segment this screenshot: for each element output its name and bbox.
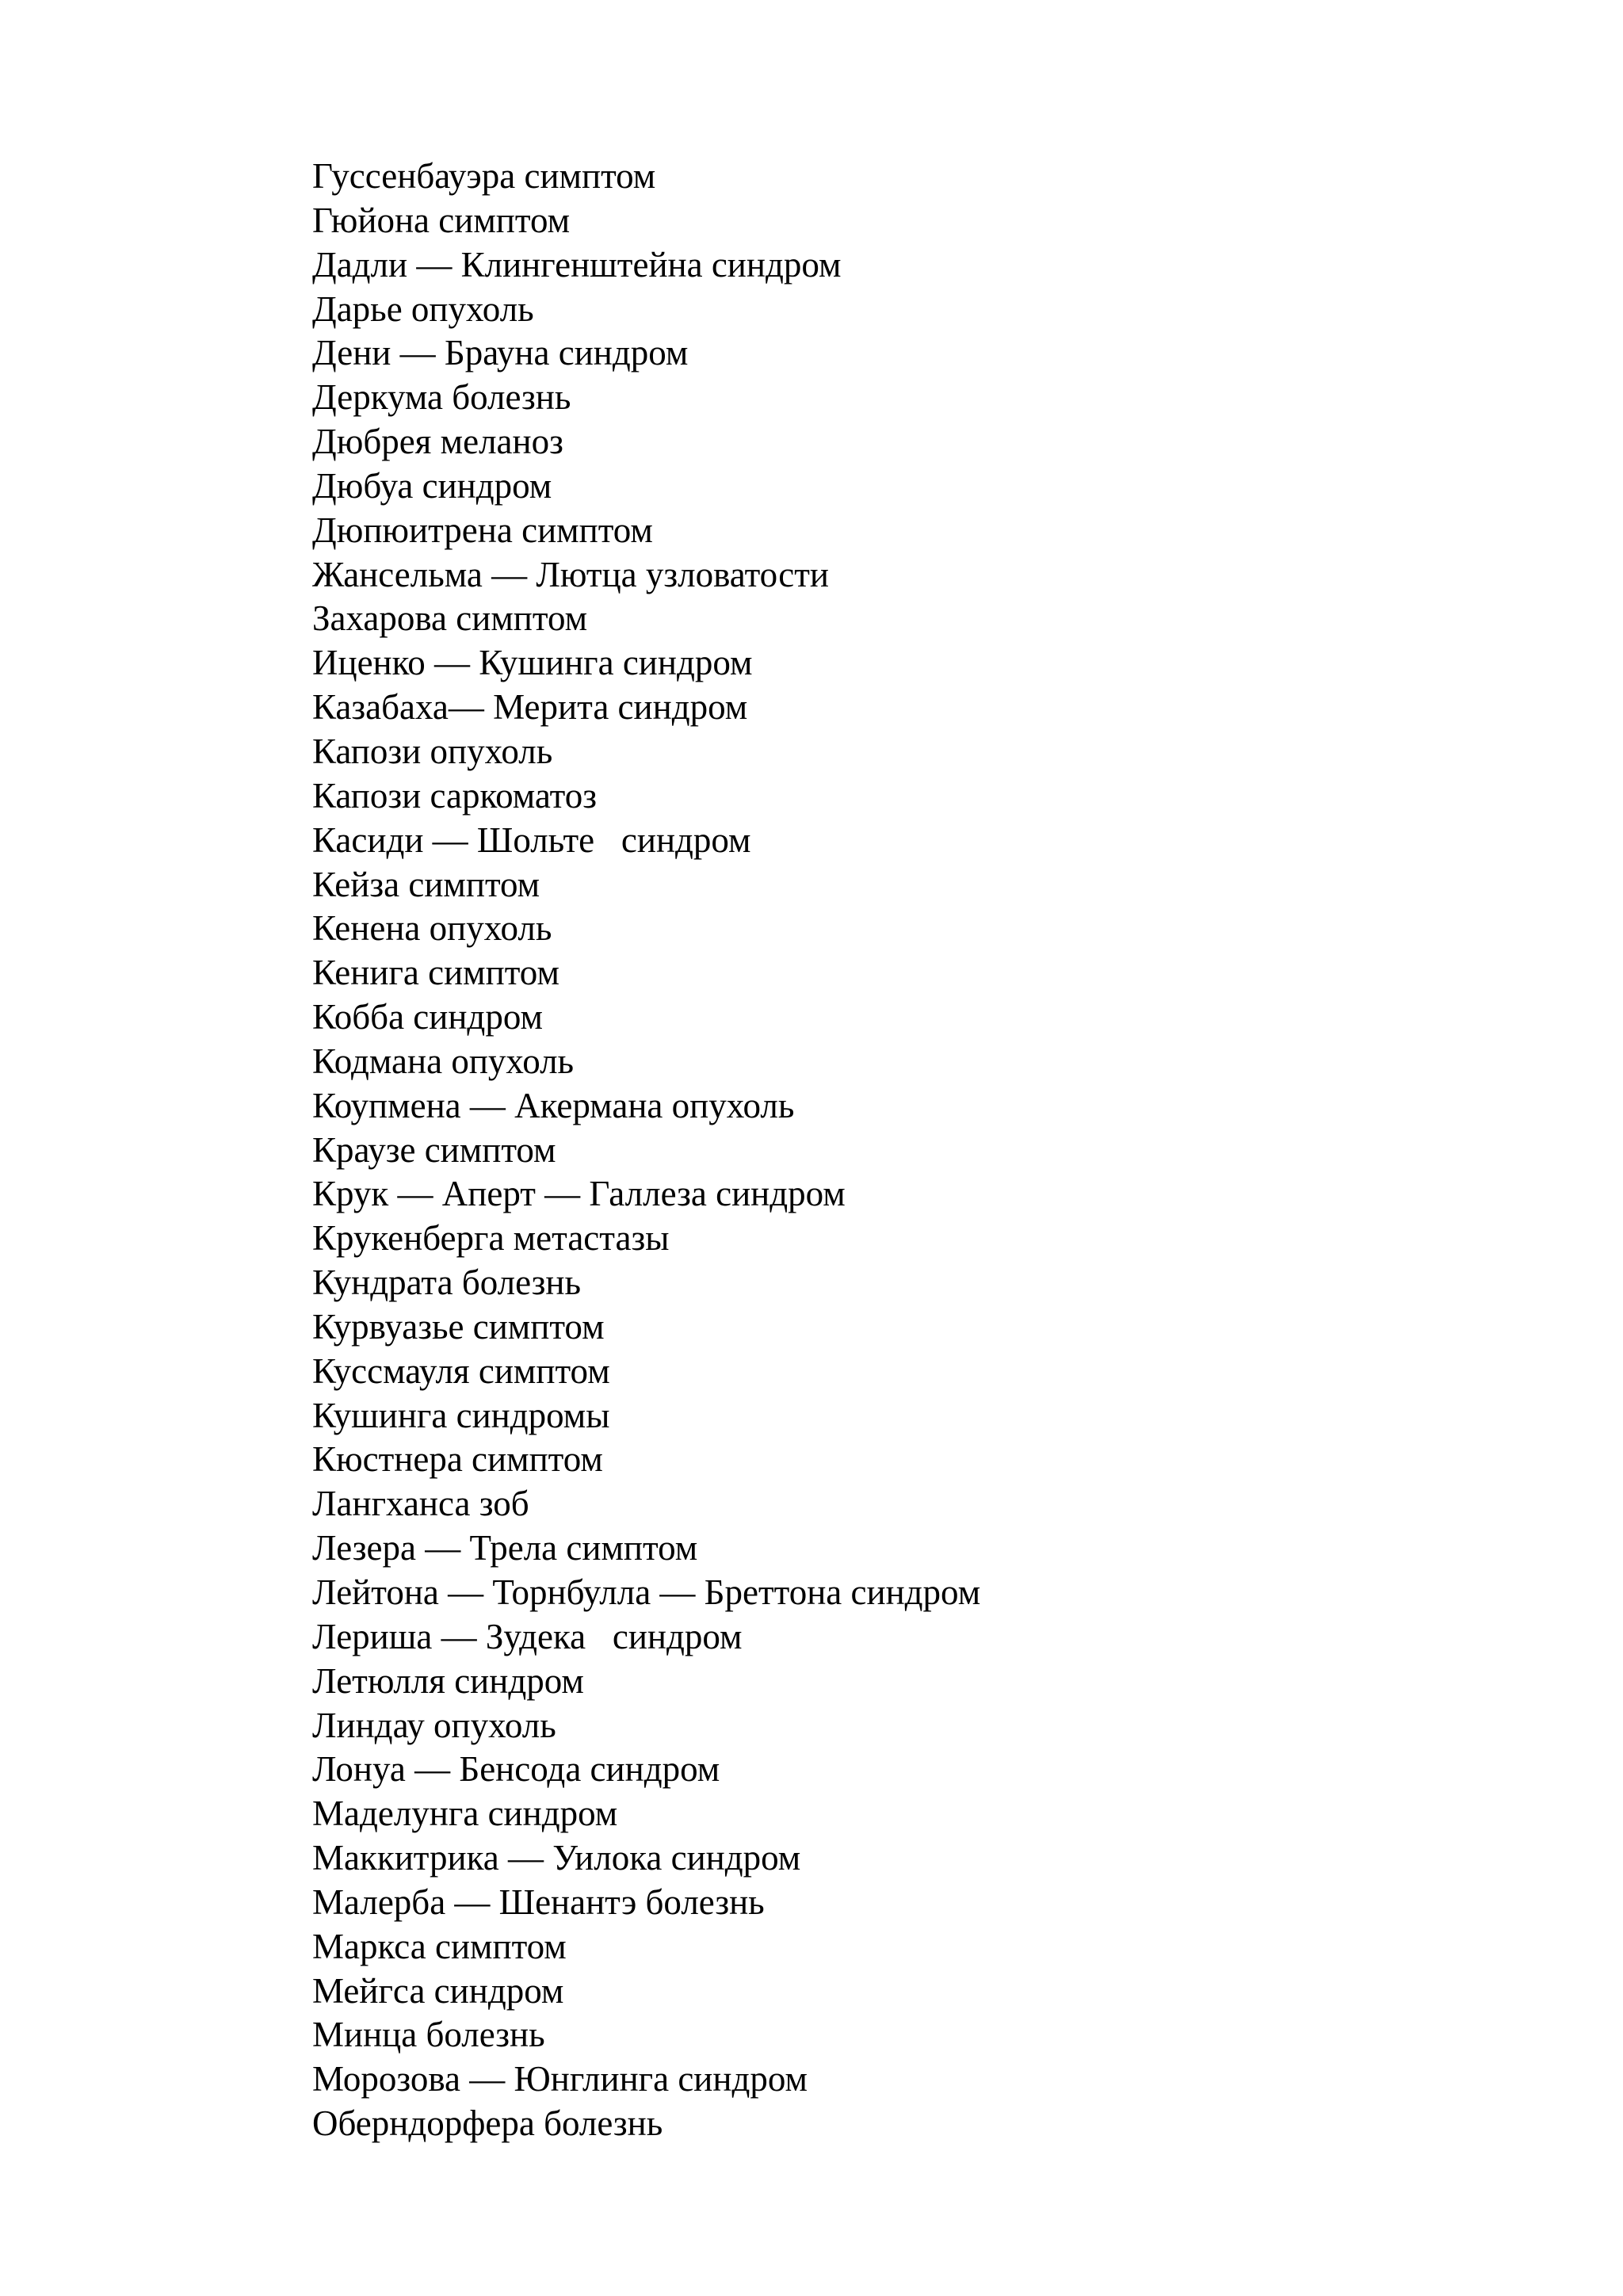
list-item: Лейтона — Торнбулла — Бреттона синдром [312, 1572, 981, 1612]
list-item: Лонуа — Бенсода синдром [312, 1749, 720, 1790]
list-item: Капози опухоль [312, 731, 553, 771]
list-item: Дени — Брауна синдром [312, 333, 689, 373]
list-item: Казабаха— Мерита синдром [312, 687, 748, 728]
list-item: Капози саркоматоз [312, 775, 598, 816]
list-item: Кейза симптом [312, 864, 540, 904]
list-item: Иценко — Кушинга синдром [312, 643, 753, 683]
list-item: Кенига симптом [312, 953, 559, 993]
list-item: Краузе симптом [312, 1129, 556, 1170]
list-item: Морозова — Юнглинга синдром [312, 2059, 808, 2099]
list-item: Лангханса зоб [312, 1484, 529, 1524]
list-item: Летюлля синдром [312, 1660, 584, 1701]
list-item: Кобба синдром [312, 997, 543, 1037]
list-item: Крук — Аперт — Галлеза синдром [312, 1174, 846, 1214]
list-item: Линдау опухоль [312, 1705, 556, 1745]
list-item: Маделунга синдром [312, 1794, 618, 1834]
list-item: Курвуазье симптом [312, 1306, 605, 1347]
list-item: Дадли — Клингенштейна синдром [312, 244, 842, 285]
list-item: Минца болезнь [312, 2015, 545, 2055]
list-item: Кюстнера симптом [312, 1439, 603, 1480]
list-item: Маркса симптом [312, 1926, 567, 1966]
eponym-list [312, 155, 980, 2146]
list-item: Касиди — Шольте синдром [312, 819, 751, 860]
list-item: Кундрата болезнь [312, 1263, 582, 1303]
list-item: Малерба — Шенантэ болезнь [312, 1881, 765, 1922]
list-item: Дарье опухоль [312, 288, 534, 329]
list-item: Дюбуа синдром [312, 465, 552, 506]
list-item: Кенена опухоль [312, 908, 552, 949]
list-item: Дюпюитрена симптом [312, 510, 653, 550]
list-item: Гуссенбауэра симптом [312, 156, 656, 196]
list-item: Кушинга синдромы [312, 1395, 610, 1435]
list-item: Мейгса синдром [312, 1970, 564, 2011]
list-item: Маккитрика — Уилока синдром [312, 1838, 801, 1878]
list-item: Коупмена — Акермана опухоль [312, 1085, 795, 1125]
list-item: Лезера — Трела симптом [312, 1528, 698, 1568]
list-item: Лериша — Зудека синдром [312, 1616, 743, 1656]
list-item: Куссмауля симптом [312, 1350, 610, 1391]
list-item: Оберндорфера болезнь [312, 2103, 663, 2144]
list-item: Деркума болезнь [312, 377, 571, 418]
list-item: Крукенберга метастазы [312, 1218, 670, 1259]
list-item: Гюйона симптом [312, 200, 571, 240]
list-item: Захарова симптом [312, 598, 588, 639]
list-item: Кодмана опухоль [312, 1041, 575, 1081]
list-item: Жансельма — Лютца узловатости [312, 554, 829, 594]
list-item: Дюбрея меланоз [312, 422, 563, 462]
